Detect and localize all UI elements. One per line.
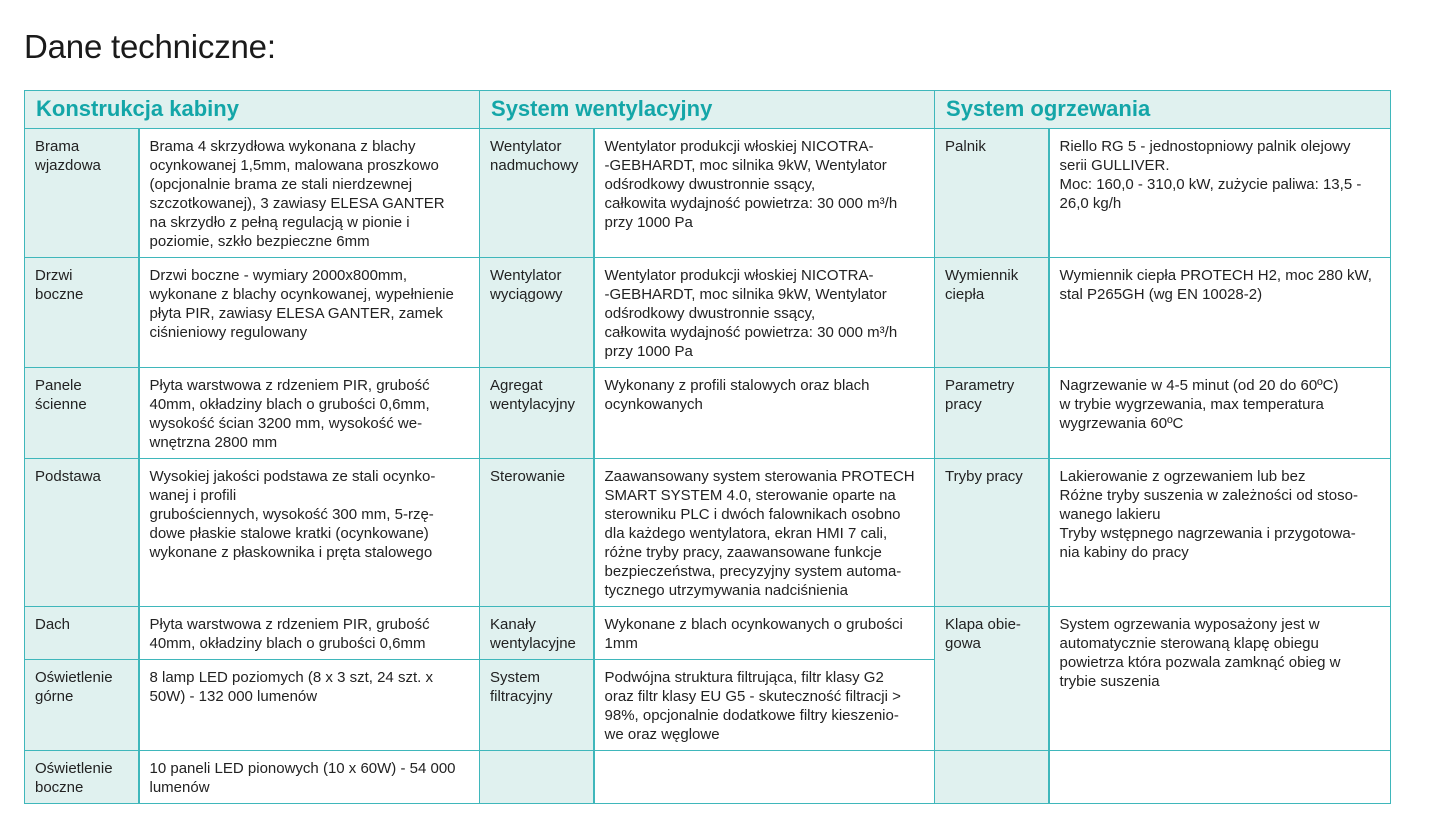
row-value	[594, 751, 935, 804]
row-label: Palnik	[935, 129, 1049, 258]
table-row	[25, 258, 1391, 368]
row-label: Dach	[25, 607, 139, 660]
row-value: Płyta warstwowa z rdzeniem PIR, grubość 40mm, okładziny blach o grubości 0,6mm	[139, 607, 480, 660]
row-value: Podwójna struktura filtrująca, filtr klasy G2 oraz filtr klasy EU G5 - skuteczność filtracji > 98%, opcjonalnie dodatkowe filtry kieszenio- we oraz węglowe	[594, 660, 935, 751]
row-label: Oświetlenie górne	[25, 660, 139, 751]
row-value: Lakierowanie z ogrzewaniem lub bez Różne tryby suszenia w zależności od stoso- wanego lakieru Tryby wstępnego nagrzewania i przygotowa- nia kabiny do pracy	[1049, 459, 1391, 607]
row-label: Parametry pracy	[935, 368, 1049, 459]
column-header-heating: System ogrzewania	[935, 91, 1391, 129]
column-header-ventilation: System wentylacyjny	[480, 91, 935, 129]
row-value: Riello RG 5 - jednostopniowy palnik olejowy serii GULLIVER. Moc: 160,0 - 310,0 kW, zużycie paliwa: 13,5 - 26,0 kg/h	[1049, 129, 1391, 258]
row-value: Wentylator produkcji włoskiej NICOTRA- -GEBHARDT, moc silnika 9kW, Wentylator odśrodkowy dwustronnie ssący, całkowita wydajność powietrza: 30 000 m³/h przy 1000 Pa	[594, 129, 935, 258]
row-value: Nagrzewanie w 4-5 minut (od 20 do 60ºC) w trybie wygrzewania, max temperatura wygrzewania 60ºC	[1049, 368, 1391, 459]
table-row	[25, 129, 1391, 258]
table-row	[25, 607, 1391, 660]
row-label: Klapa obie- gowa	[935, 607, 1049, 751]
header-row	[25, 91, 1391, 129]
row-label: Panele ścienne	[25, 368, 139, 459]
row-label: Brama wjazdowa	[25, 129, 139, 258]
row-label: System filtracyjny	[480, 660, 594, 751]
row-label: Wentylator nadmuchowy	[480, 129, 594, 258]
row-label: Kanały wentylacyjne	[480, 607, 594, 660]
row-value: Zaawansowany system sterowania PROTECH SMART SYSTEM 4.0, sterowanie oparte na sterowniku PLC i dwóch falownikach osobno dla każdego wentylatora, ekran HMI 7 cali, różne tryby pracy, zaawansowane funkcje bezpieczeństwa, precyzyjny system automa- tycznego utrzymywania nadciśnienia	[594, 459, 935, 607]
row-value: Wykonany z profili stalowych oraz blach ocynkowanych	[594, 368, 935, 459]
row-value: 10 paneli LED pionowych (10 x 60W) - 54 000 lumenów	[139, 751, 480, 804]
tech-spec-table	[24, 90, 1391, 804]
row-value: Płyta warstwowa z rdzeniem PIR, grubość 40mm, okładziny blach o grubości 0,6mm, wysokość ścian 3200 mm, wysokość we- wnętrzna 2800 mm	[139, 368, 480, 459]
row-label: Oświetlenie boczne	[25, 751, 139, 804]
page-title: Dane techniczne:	[24, 28, 276, 65]
row-value: Wysokiej jakości podstawa ze stali ocynko- wanej i profili grubościennych, wysokość 300 mm, 5-rzę- dowe płaskie stalowe kratki (ocynkowane) wykonane z płaskownika i pręta stalowego	[139, 459, 480, 607]
row-value	[1049, 751, 1391, 804]
row-value: Wymiennik ciepła PROTECH H2, moc 280 kW, stal P265GH (wg EN 10028-2)	[1049, 258, 1391, 368]
row-value: System ogrzewania wyposażony jest w automatycznie sterowaną klapę obiegu powietrza która pozwala zamknąć obieg w trybie suszenia	[1049, 607, 1391, 751]
table-row	[25, 459, 1391, 607]
row-label: Agregat wentylacyjny	[480, 368, 594, 459]
row-value: Wykonane z blach ocynkowanych o grubości 1mm	[594, 607, 935, 660]
row-value: Drzwi boczne - wymiary 2000x800mm, wykonane z blachy ocynkowanej, wypełnienie płyta PIR, zawiasy ELESA GANTER, zamek ciśnieniowy regulowany	[139, 258, 480, 368]
row-label: Tryby pracy	[935, 459, 1049, 607]
table-row	[25, 368, 1391, 459]
row-label: Wentylator wyciągowy	[480, 258, 594, 368]
row-label: Wymiennik ciepła	[935, 258, 1049, 368]
row-label	[935, 751, 1049, 804]
column-header-cabin: Konstrukcja kabiny	[25, 91, 480, 129]
row-value: Wentylator produkcji włoskiej NICOTRA- -GEBHARDT, moc silnika 9kW, Wentylator odśrodkowy dwustronnie ssący, całkowita wydajność powietrza: 30 000 m³/h przy 1000 Pa	[594, 258, 935, 368]
table-row	[25, 751, 1391, 804]
row-value: Brama 4 skrzydłowa wykonana z blachy ocynkowanej 1,5mm, malowana proszkowo (opcjonalnie brama ze stali nierdzewnej szczotkowanej), 3 zawiasy ELESA GANTER na skrzydło z pełną regulacją w pionie i poziomie, szkło bezpieczne 6mm	[139, 129, 480, 258]
row-label	[480, 751, 594, 804]
row-value: 8 lamp LED poziomych (8 x 3 szt, 24 szt. x 50W) - 132 000 lumenów	[139, 660, 480, 751]
row-label: Sterowanie	[480, 459, 594, 607]
row-label: Drzwi boczne	[25, 258, 139, 368]
row-label: Podstawa	[25, 459, 139, 607]
